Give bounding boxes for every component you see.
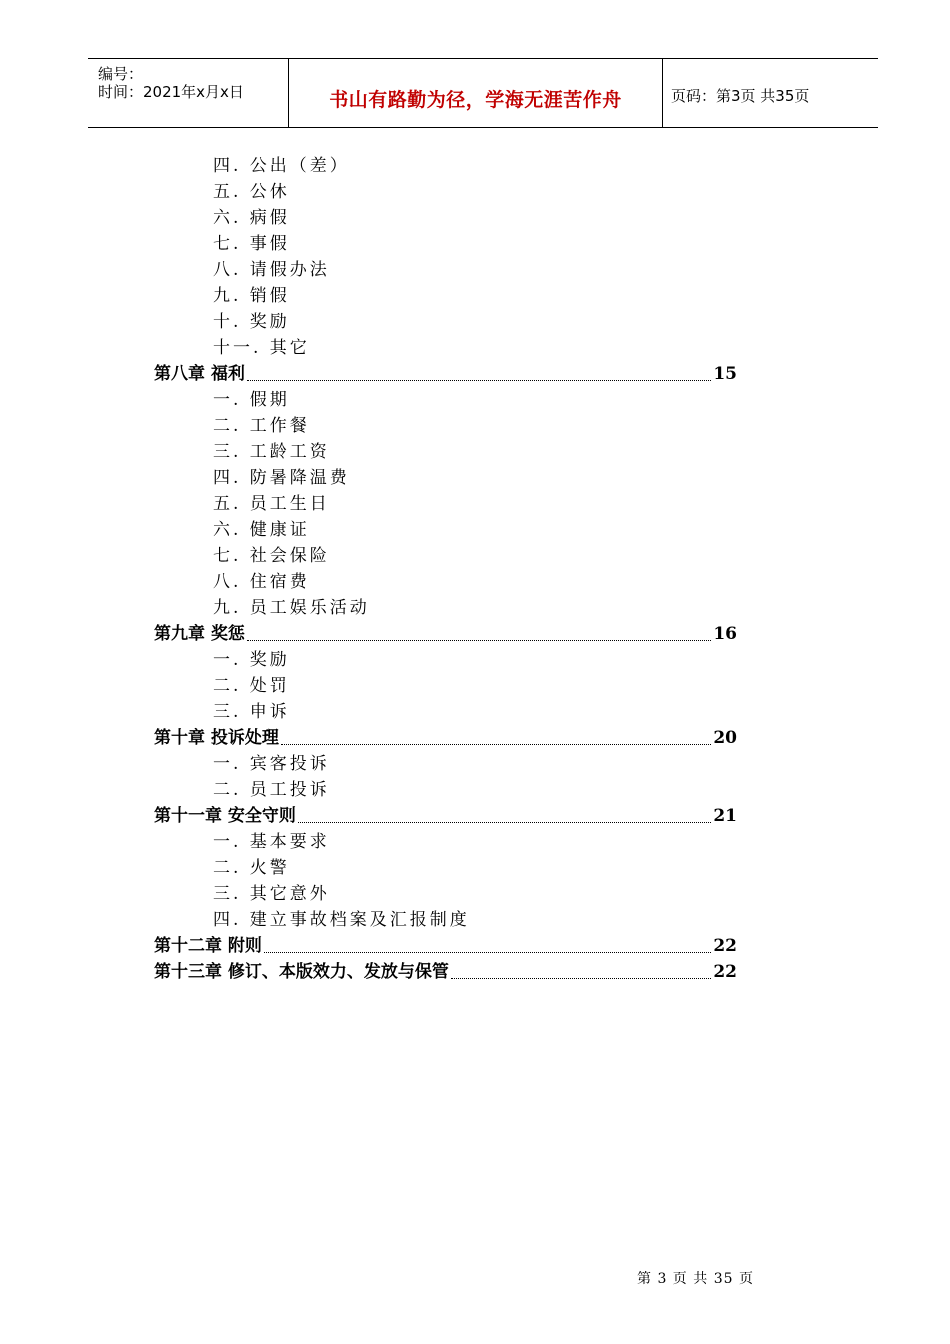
toc-chapter-12[interactable] <box>154 935 737 957</box>
page-footer: 第 3 页 共 35 页 <box>637 1271 754 1287</box>
toc-subitem[interactable]: 九. 销假 <box>213 286 290 306</box>
toc-subitem[interactable]: 九. 员工娱乐活动 <box>213 598 370 618</box>
toc-subitem[interactable]: 四. 公出（差） <box>213 156 350 176</box>
toc-subitem[interactable]: 四. 建立事故档案及汇报制度 <box>213 910 470 930</box>
toc-subitem[interactable]: 五. 员工生日 <box>213 494 330 514</box>
toc-subitem[interactable]: 一. 基本要求 <box>213 832 330 852</box>
toc-subitem[interactable]: 八. 请假办法 <box>213 260 330 280</box>
dot-leader <box>264 951 711 953</box>
chapter-title: 第九章 奖惩 <box>154 624 245 644</box>
toc-subitem[interactable]: 一. 假期 <box>213 390 290 410</box>
header-page-cell <box>663 59 878 127</box>
chapter-title: 第十章 投诉处理 <box>154 728 279 748</box>
toc-subitem[interactable]: 二. 处罚 <box>213 676 290 696</box>
toc-subitem[interactable]: 五. 公休 <box>213 182 290 202</box>
toc-subitem[interactable]: 一. 奖励 <box>213 650 290 670</box>
toc-subitem[interactable]: 三. 申诉 <box>213 702 290 722</box>
time-label: 时间：2021年x月x日 <box>98 83 244 101</box>
chapter-title: 第八章 福利 <box>154 364 245 384</box>
toc-chapter-11[interactable] <box>154 805 737 827</box>
toc-chapter-9[interactable] <box>154 623 737 645</box>
motto: 书山有路勤为径，学海无涯苦作舟 <box>329 89 622 111</box>
toc-subitem[interactable]: 十一. 其它 <box>213 338 310 358</box>
toc-subitem[interactable]: 七. 事假 <box>213 234 290 254</box>
toc-chapter-10[interactable] <box>154 727 737 749</box>
toc-subitem[interactable]: 八. 住宿费 <box>213 572 310 592</box>
chapter-page-number: 20 <box>713 728 737 748</box>
serial-label: 编号： <box>98 65 144 83</box>
chapter-page-number: 21 <box>713 806 737 826</box>
dot-leader <box>247 639 711 641</box>
dot-leader <box>247 379 711 381</box>
dot-leader <box>281 743 711 745</box>
chapter-page-number: 15 <box>713 364 737 384</box>
toc-subitem[interactable]: 二. 火警 <box>213 858 290 878</box>
chapter-title: 第十二章 附则 <box>154 936 262 956</box>
toc-subitem[interactable]: 三. 工龄工资 <box>213 442 330 462</box>
chapter-page-number: 16 <box>713 624 737 644</box>
dot-leader <box>298 821 711 823</box>
toc-chapter-13[interactable] <box>154 961 737 983</box>
toc-subitem[interactable]: 三. 其它意外 <box>213 884 330 904</box>
chapter-page-number: 22 <box>713 962 737 982</box>
toc-subitem[interactable]: 七. 社会保险 <box>213 546 330 566</box>
page-header <box>88 58 878 128</box>
toc-subitem[interactable]: 一. 宾客投诉 <box>213 754 330 774</box>
chapter-page-number: 22 <box>713 936 737 956</box>
toc-subitem[interactable]: 六. 病假 <box>213 208 290 228</box>
chapter-title: 第十一章 安全守则 <box>154 806 296 826</box>
toc-subitem[interactable]: 十. 奖励 <box>213 312 290 332</box>
toc-chapter-8[interactable] <box>154 363 737 385</box>
header-motto-cell <box>289 59 663 127</box>
dot-leader <box>451 977 711 979</box>
chapter-title: 第十三章 修订、本版效力、发放与保管 <box>154 962 449 982</box>
toc-subitem[interactable]: 六. 健康证 <box>213 520 310 540</box>
page-info: 页码：第3页 共35页 <box>671 87 810 105</box>
header-meta-cell <box>88 59 289 127</box>
toc-subitem[interactable]: 二. 工作餐 <box>213 416 310 436</box>
toc-subitem[interactable]: 四. 防暑降温费 <box>213 468 350 488</box>
toc-subitem[interactable]: 二. 员工投诉 <box>213 780 330 800</box>
